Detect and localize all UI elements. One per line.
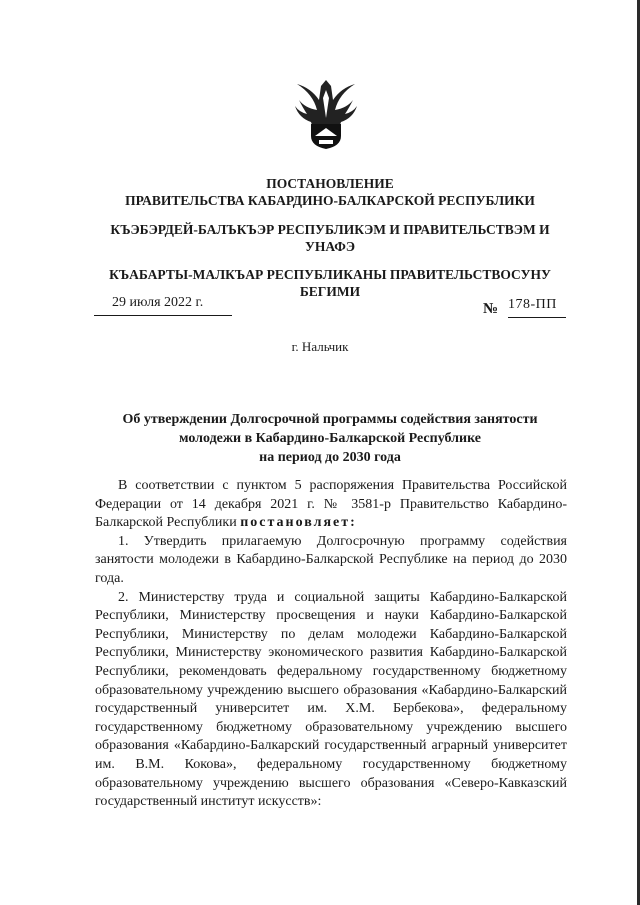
coat-of-arms-emblem — [293, 78, 359, 150]
document-date: 29 июля 2022 г. — [112, 295, 204, 310]
document-title-line2: молодежи в Кабардино-Балкарской Республике — [178, 431, 482, 446]
document-title-line1: Об утверждении Долгосрочной программы содействия занятости — [122, 412, 538, 427]
authority-name-krc-line1: КЪАБАРТЫ-МАЛКЪАР РЕСПУБЛИКАНЫ ПРАВИТЕЛЬСТВОСУНУ — [109, 267, 551, 282]
document-body — [95, 477, 567, 812]
document-title — [80, 410, 580, 467]
decree-word: постановляет: — [240, 515, 357, 531]
paragraph-preamble — [95, 477, 567, 533]
document-type-title: ПОСТАНОВЛЕНИЕ — [266, 176, 394, 191]
preamble-text: В соответствии с пунктом 5 распоряжения Правительства Российской Федерации от 14 декабря 2021 г. № 3581-р Правительство Кабардино-Балкарской Республики — [95, 478, 567, 531]
city-name: г. Нальчик — [291, 339, 349, 354]
document-title-line3: на период до 2030 года — [259, 450, 401, 465]
authority-name-kbd-line1: КЪЭБЭРДЕЙ-БАЛЪКЪЭР РЕСПУБЛИКЭМ И ПРАВИТЕЛЬСТВЭМ И — [110, 222, 550, 237]
paragraph-item-1: 1. Утвердить прилагаемую Долгосрочную программу содействия занятости молодежи в Кабардино-Балкарской Республике на период до 2030 года. — [95, 533, 567, 586]
authority-name-kbd-line2: УНАФЭ — [304, 239, 356, 254]
number-underline — [508, 317, 566, 318]
authority-name-ru: ПРАВИТЕЛЬСТВА КАБАРДИНО-БАЛКАРСКОЙ РЕСПУБЛИКИ — [125, 193, 535, 208]
number-label: № — [483, 301, 499, 317]
paragraph-item-2: 2. Министерству труда и социальной защиты Кабардино-Балкарской Республики, Министерству просвещения и науки Кабардино-Балкарской Республики, Министерству по делам молодежи Кабардино-Балкарской Республики, Министерству экономического развития Кабардино-Балкарской Республики, рекомендовать федеральному государственному бюджетному образовательному учреждению высшего образования «Кабардино-Балкарский государственный университет им. Х.М. Бербекова», федеральному государственному бюджетному образовательному учреждению высшего образования «Кабардино-Балкарский государственный аграрный университет им. В.М. Кокова», федеральному государственному бюджетному образовательному учреждению высшего образования «Северо-Кавказский государственный институт искусств»: — [95, 589, 567, 810]
authority-name-krc-line2: БЕГИМИ — [299, 284, 361, 299]
document-number: 178-ПП — [508, 297, 557, 312]
date-underline — [94, 315, 232, 316]
